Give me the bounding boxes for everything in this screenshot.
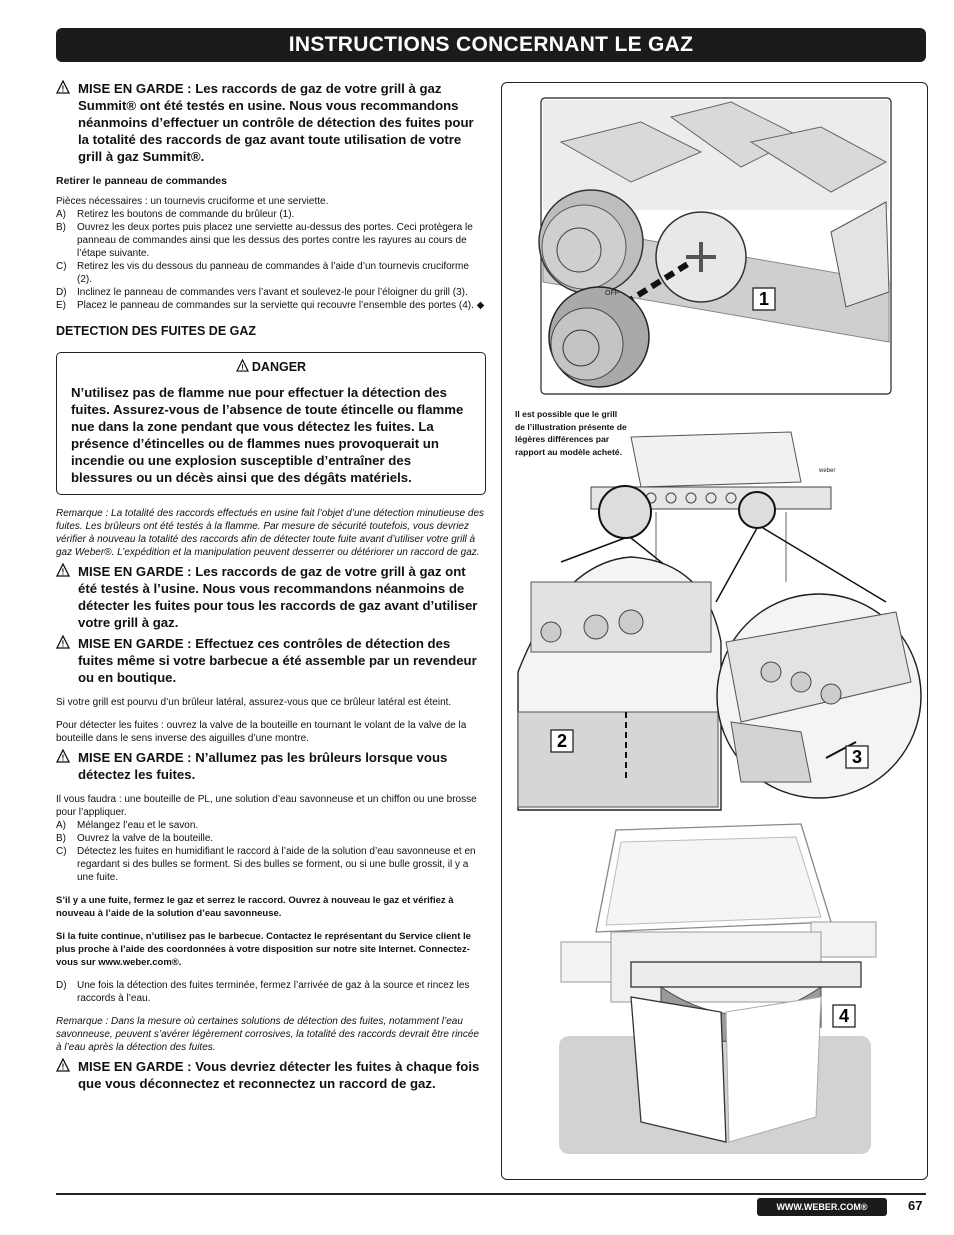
step-label-2: 2 xyxy=(556,731,568,751)
svg-text:!: ! xyxy=(61,753,65,763)
left-column xyxy=(56,80,486,1096)
illustration xyxy=(501,82,927,1180)
list-item: D) Inclinez le panneau de commandes vers l’avant et soulevez-le pour l’éloigner du grill (3). xyxy=(56,287,468,298)
knob-text: OFF xyxy=(605,290,619,297)
remark-corrosive: Remarque : Dans la mesure où certaines solutions de détection des fuites, notamment l’eau savonneuse, peuvent s’avérer légèrement corrosives, la totalité des raccords devrait être rincée à l’eau après la détection des fuites. xyxy=(56,1016,479,1053)
svg-text:!: ! xyxy=(61,84,65,94)
figure-caption: Il est possible que le grill de l’illustration présente de légères différences par rapport au modèle acheté. xyxy=(515,409,627,457)
remark-factory: Remarque : La totalité des raccords effectués en usine fait l’objet d’une détection minutieuse des fuites. Les brûleurs ont été testés à la flamme. Par mesure de sécurité toutefois, vous devriez vérifier à nouveau la totalité des raccords afin de détecter toute fuite avant d’utiliser votre grill à gaz Weber®. L’expédition et la manipulation peuvent desserrer ou détériorer un raccord de gaz. xyxy=(56,508,485,558)
page-title: INSTRUCTIONS CONCERNANT LE GAZ xyxy=(288,33,694,56)
open-valve-text: Pour détecter les fuites : ouvrez la valve de la bouteille en tournant le volant de la valve de la bouteille dans le sens inverse des aiguilles d’une montre. xyxy=(56,720,467,744)
leak-found-text: S’il y a une fuite, fermez le gaz et serrez le raccord. Ouvrez à nouveau le gaz et vérifiez à nouveau à l’aide de la solution d’eau savonneuse. xyxy=(56,895,454,919)
list-item: D) Une fois la détection des fuites terminée, fermez l’arrivée de gaz à la source et rincez les raccords à l’eau. xyxy=(56,980,470,1004)
leak-continues-text: Si la fuite continue, n’utilisez pas le barbecue. Contactez le représentant du Service client le plus proche à l’aide des coordonnées à votre disposition sur notre site Internet. Connectez-vous sur www.weber.com®. xyxy=(56,931,471,968)
warning-icon xyxy=(56,80,70,94)
svg-text:!: ! xyxy=(61,1062,65,1072)
needed-text: Il vous faudra : une bouteille de PL, une solution d’eau savonneuse et un chiffon ou une brosse pour l’appliquer. xyxy=(56,794,477,818)
warning-icon xyxy=(56,749,70,763)
svg-text:!: ! xyxy=(241,362,244,372)
leak-steps xyxy=(56,819,486,884)
warning-factory: ! MISE EN GARDE : Les raccords de gaz de votre grill à gaz ont été testés à l’usine. Nous vous recommandons néanmoins de détecter les fuites pour tous les raccords de gaz avant d’utiliser votre grill à gaz. xyxy=(56,563,486,631)
leak-heading: DETECTION DES FUITES DE GAZ xyxy=(56,324,257,338)
brand-logo: weber xyxy=(819,468,836,474)
list-item: C) Retirez les vis du dessous du panneau de commandes à l’aide d’un tournevis cruciforme (2). xyxy=(56,261,469,285)
list-item: B) Ouvrez les deux portes puis placez une serviette au-dessus des portes. Ceci protègera le panneau de commandes ainsi que les dessus des portes contre les rayures au cours de l’étape suivante. xyxy=(56,222,473,259)
warning-dealer: ! MISE EN GARDE : Effectuez ces contrôles de détection des fuites même si votre barbecue a été assemble par un revendeur ou en boutique. xyxy=(56,635,486,686)
warning-summit: ! MISE EN GARDE : Les raccords de gaz de votre grill à gaz Summit® ont été testés en usine. Nous vous recommandons néanmoins d’effectuer un contrôle de détection des fuites pour la totalité des raccords de gaz avant toute utilisation de votre grill à gaz Summit®. xyxy=(56,80,486,165)
panel-intro: Pièces nécessaires : un tournevis cruciforme et une serviette. xyxy=(56,196,329,207)
warning-icon xyxy=(236,359,249,372)
figure-2-detail xyxy=(518,557,721,810)
list-item: B) Ouvrez la valve de la bouteille. xyxy=(56,833,214,844)
warning-burners: ! MISE EN GARDE : N’allumez pas les brûleurs lorsque vous détectez les fuites. xyxy=(56,749,486,783)
footer-rule xyxy=(56,1193,926,1195)
page-header xyxy=(56,28,926,62)
list-item: C) Détectez les fuites en humidifiant le raccord à l’aide de la solution d’eau savonneuse et en regardant si des bulles se forment. Si des bulles se forment, ou si une bulle grossit, il y a une fuite. xyxy=(56,846,476,883)
panel-heading: Retirer le panneau de commandes xyxy=(56,175,227,187)
figure-3-detail xyxy=(717,594,921,798)
figure-4-grill-towel xyxy=(559,824,876,1154)
website-badge[interactable]: WWW.WEBER.COM® xyxy=(757,1198,887,1216)
list-item: A) Mélangez l’eau et le savon. xyxy=(56,820,199,831)
step-label-3: 3 xyxy=(851,747,863,767)
leak-step-d xyxy=(56,979,486,1005)
danger-box xyxy=(56,352,486,495)
list-item: A) Retirez les boutons de commande du brûleur (1). xyxy=(56,209,295,220)
step-label-4: 4 xyxy=(838,1006,850,1026)
svg-text:!: ! xyxy=(61,567,65,577)
panel-steps xyxy=(56,208,486,312)
svg-text:!: ! xyxy=(61,639,65,649)
warning-icon xyxy=(56,635,70,649)
figure-1-knobs xyxy=(539,98,891,394)
page-number: 67 xyxy=(908,1198,923,1213)
warning-icon xyxy=(56,563,70,577)
side-burner-text: Si votre grill est pourvu d’un brûleur latéral, assurez-vous que ce brûleur latéral est éteint. xyxy=(56,697,452,708)
step-label-1: 1 xyxy=(758,289,770,309)
list-item: E) Placez le panneau de commandes sur la serviette qui recouvre l’ensemble des portes (4). ◆ xyxy=(56,300,485,311)
danger-title: ! DANGER xyxy=(71,359,471,374)
danger-text: N’utilisez pas de flamme nue pour effectuer la détection des fuites. Assurez-vous de l’absence de toute étincelle ou flamme nue dans la zone pendant que vous détectez les fuites. La présence d’étincelles ou de flammes nues provoquerait un incendie ou une explosion susceptible d’entraîner des blessures ou un décès ainsi que des dégâts matériels. xyxy=(71,385,464,485)
warning-icon xyxy=(56,1058,70,1072)
warning-reconnect: ! MISE EN GARDE : Vous devriez détecter les fuites à chaque fois que vous déconnectez et reconnectez un raccord de gaz. xyxy=(56,1058,486,1092)
